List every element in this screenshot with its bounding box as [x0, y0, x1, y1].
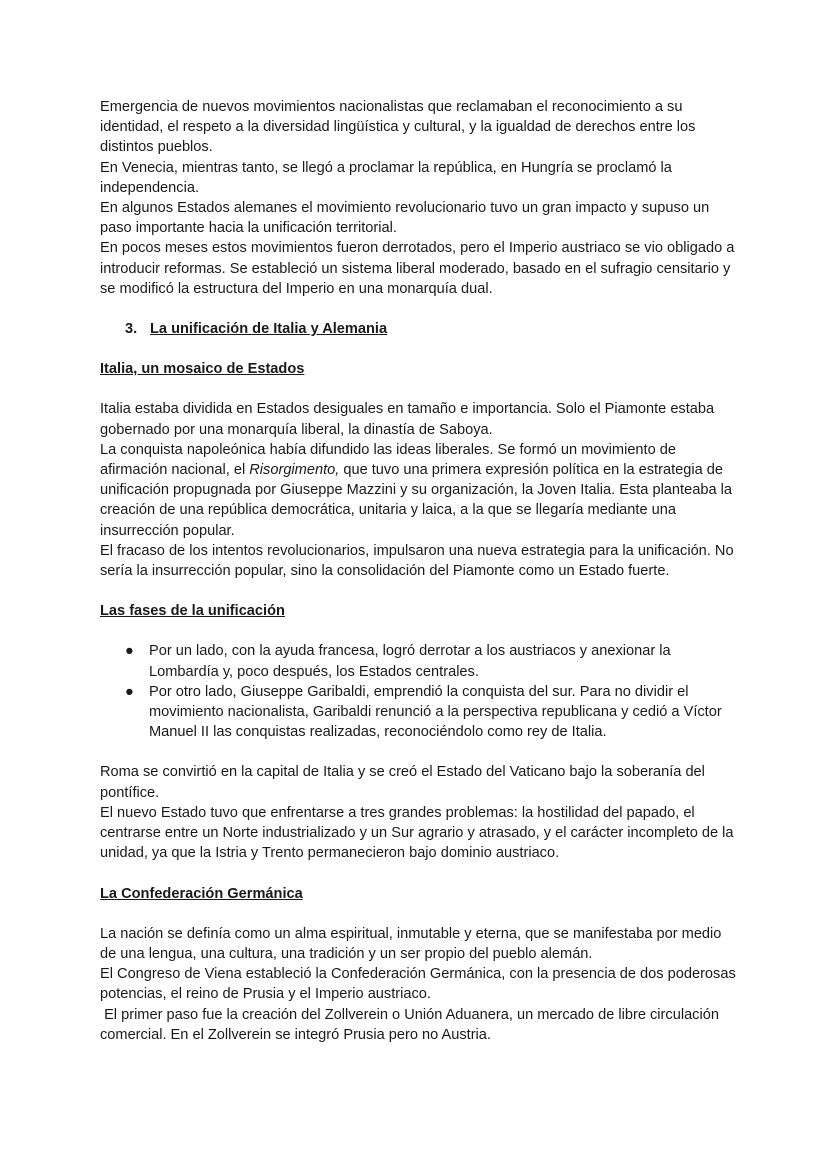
- section-title: La unificación de Italia y Alemania: [150, 321, 388, 338]
- germanica-paragraph-3: El primer paso fue la creación del Zollverein o Unión Aduanera, un mercado de libre circulación comercial. En el Zollverein se integró Prusia pero no Austria.: [100, 1006, 724, 1043]
- intro-paragraph-1: Emergencia de nuevos movimientos nacionalistas que reclamaban el reconocimiento a su identidad, el respeto a la diversidad lingüística y cultural, y la igualdad de derechos entre los distintos pueblos.: [100, 99, 696, 156]
- bullet-icon: ●: [125, 683, 134, 700]
- germanica-paragraph-1: La nación se definía como un alma espiritual, inmutable y eterna, que se manifestaba por medio de una lengua, una cultura, una tradición y un ser propio del pueblo alemán.: [100, 925, 722, 962]
- germanica-paragraph-2: El Congreso de Viena estableció la Confederación Germánica, con la presencia de dos poderosas potencias, el reino de Prusia y el Imperio austriaco.: [100, 966, 736, 1003]
- italia-paragraph-2: [100, 440, 740, 541]
- section-number: 3.: [125, 321, 138, 338]
- document-page: [100, 97, 740, 1045]
- germanica-heading: La Confederación Germánica: [100, 885, 303, 902]
- risorgimento-term: Risorgimento,: [249, 462, 340, 479]
- italia-paragraph-3: El fracaso de los intentos revolucionarios, impulsaron una nueva estrategia para la unificación. No sería la insurrección popular, sino la consolidación del Piamonte como un Estado fuerte.: [100, 542, 734, 580]
- intro-paragraph-2: En Venecia, mientras tanto, se llegó a proclamar la república, en Hungría se proclamó la independencia.: [100, 159, 672, 196]
- italia-heading: Italia, un mosaico de Estados: [100, 361, 305, 378]
- intro-paragraph-3: En algunos Estados alemanes el movimiento revolucionario tuvo un gran impacto y supuso un paso importante hacia la unificación territorial.: [100, 200, 710, 237]
- list-item: [125, 682, 740, 743]
- fases-paragraph-1: Roma se convirtió en la capital de Italia y se creó el Estado del Vaticano bajo la soberanía del pontífice.: [100, 764, 705, 801]
- list-item-text: Por otro lado, Giuseppe Garibaldi, emprendió la conquista del sur. Para no dividir el movimiento nacionalista, Garibaldi renunció a la perspectiva republicana y cedió a Víctor Manuel II las conquistas realizadas, reconociéndolo como rey de Italia.: [149, 683, 722, 741]
- italia-p2-after: que tuvo una primera expresión política en la estrategia de unificación propugnada por Giuseppe Mazzini y su organización, la Joven Italia. Esta planteaba la creación de una república democrática, unitaria y laica, a la que se llegaría mediante una insurrección popular.: [100, 462, 732, 539]
- italia-p2-before: La conquista napoleónica había difundido las ideas liberales. Se formó un movimiento de afirmación nacional, el: [100, 441, 677, 479]
- bullet-icon: ●: [125, 643, 134, 660]
- list-item-text: Por un lado, con la ayuda francesa, logró derrotar a los austriacos y anexionar la Lombardía y, poco después, los Estados centrales.: [149, 643, 671, 680]
- italia-paragraph-1: Italia estaba dividida en Estados desiguales en tamaño e importancia. Solo el Piamonte estaba gobernado por una monarquía liberal, la dinastía de Saboya.: [100, 401, 715, 438]
- fases-heading: Las fases de la unificación: [100, 603, 285, 620]
- section-heading: [100, 319, 740, 339]
- fases-list: [100, 641, 740, 742]
- fases-paragraph-2: El nuevo Estado tuvo que enfrentarse a tres grandes problemas: la hostilidad del papado, el centrarse entre un Norte industrializado y un Sur agrario y atrasado, y el carácter incompleto de la unidad, ya que la Istria y Trento permanecieron bajo dominio austriaco.: [100, 804, 734, 862]
- intro-paragraph-4: En pocos meses estos movimientos fueron derrotados, pero el Imperio austriaco se vio obligado a introducir reformas. Se estableció un sistema liberal moderado, basado en el sufragio censitario y se modificó la estructura del Imperio en una monarquía dual.: [100, 240, 735, 297]
- list-item: [125, 641, 740, 681]
